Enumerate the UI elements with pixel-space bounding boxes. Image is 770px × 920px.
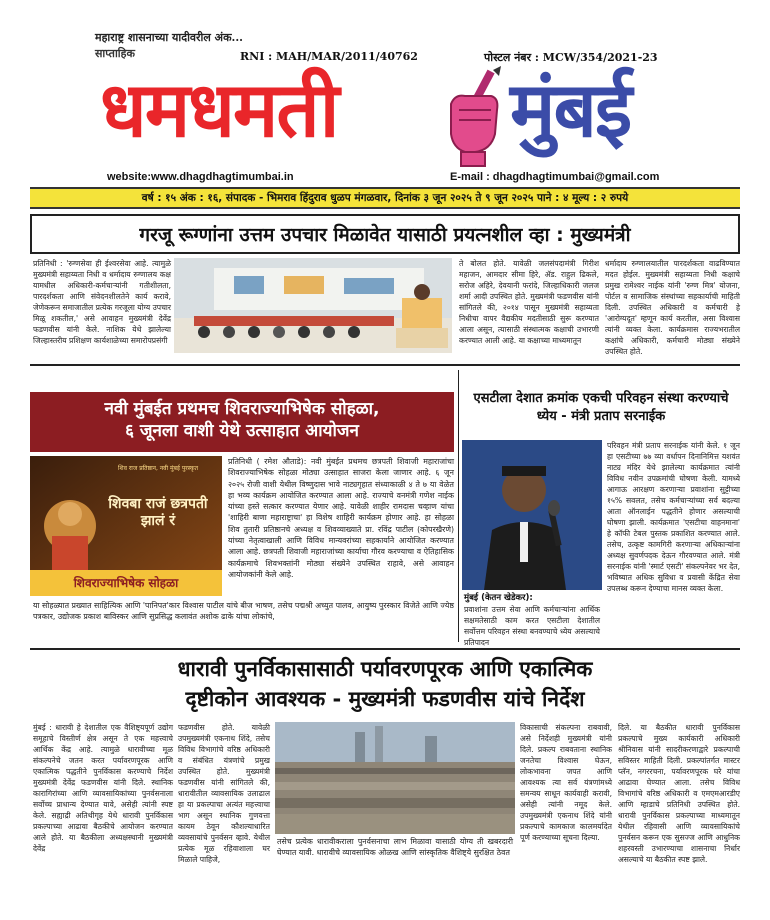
story1-photo [174, 258, 452, 353]
story4-column-4 [618, 722, 740, 897]
masthead-logo [100, 64, 680, 164]
story4-column-2 [178, 722, 270, 897]
rni-number: RNI : MAH/MAR/2011/40762 [240, 50, 418, 63]
story4-column-1 [33, 722, 173, 897]
story2-body-bottom [33, 600, 454, 640]
story3-headline[interactable]: एसटीला देशात क्रमांक एकची परिवहन संस्था करण्याचे ध्येय - मंत्री प्रताप सरनाईक [473, 391, 729, 425]
logo-right-text: मुंबई [510, 65, 631, 154]
story1-column-2 [459, 258, 599, 363]
story4-photo-caption-text: तसेच प्रत्येक धारावीकराला पुनर्वसनाचा लाभ मिळावा यासाठी योग्य ती खबरदारी घेण्यात यावी. धारावीचे व्यावसायिक ओळख आणि सांस्कृतिक वैशिष्ट्ये सुरक्षित ठेवत [277, 837, 513, 858]
email-link[interactable]: E-mail : dhagdhagtimumbai@gmail.com [450, 171, 660, 183]
story3-photo [462, 440, 602, 590]
minister-speaking-image [462, 440, 602, 590]
postal-number: पोस्टल नंबर : MCW/354/2021-23 [484, 51, 658, 64]
story4-col1-text: मुंबई : धारावी हे देशातील एक वैशिष्ट्यपूर्ण उद्योग समूहाचे विस्तीर्ण क्षेत्र असून ते एक महत्त्वाचे आर्थिक केंद्र आहे. त्यामुळे धारावीच्या मूळ संकल्पनेचे जतन करत पर्यावरणपूरक आणि एकात्मिक पद्धतीने पुनर्विकास करण्याचे निर्देश मुख्यमंत्री देवेंद्र फडणवीस यांनी दिले. स्थानिक कारागिरांच्या आणि व्यावसायिकांच्या पुनर्वसनाला सर्वोच्च प्राधान्य देण्यात यावे, असेही त्यांनी स्पष्ट केले. सह्याद्री अतिथीगृह येथे धारावी पुनर्विकास प्रकल्पाच्या आढावा बैठकीचे आयोजन करण्यात आले होते. या बैठकीला अध्यक्षस्थानी मुख्यमंत्री देवेंद्र [33, 723, 173, 853]
fist-pen-icon [435, 64, 515, 168]
story3-caption [464, 592, 600, 603]
story4-col2-text: फडणवीस होते. यावेळी उपमुख्यमंत्री एकनाथ शिंदे, तसेच विविध विभागांचे वरिष्ठ अधिकारी व संबंधित यंत्रणांचे प्रमुख उपस्थित होते. मुख्यमंत्री फडणवीस यांनी सांगितले की, धारावीतील व्यावसायिक उलाढाल हा या प्रकल्पाचा अत्यंत महत्त्वाचा भाग असून स्थानिक गुणवत्ता कायम ठेवून कौशल्याधारित व्यवसायांचे पुनर्वसन व्हावे. येथील प्रत्येक मूळ रहिवाशाला घर मिळाले पाहिजे, [178, 723, 270, 864]
vertical-divider [458, 370, 459, 642]
poster-title: शिवबा राजं छत्रपती झालं रं [108, 496, 208, 529]
poster-banner-text: शिवराज्याभिषेक सोहळा [73, 576, 179, 590]
story1-headline[interactable]: गरजू रूग्णांना उत्तम उपचार मिळावेत यासाठी प्रयत्नशील व्हा : मुख्यमंत्री [139, 224, 631, 246]
story2-headline-line1[interactable]: नवी मुंबईत प्रथमच शिवराज्याभिषेक सोहळा, [104, 399, 380, 419]
issue-info-bar [30, 187, 740, 209]
divider-2 [30, 648, 740, 650]
story3-body-text: परिवहन मंत्री प्रताप सरनाईक यांनी केले. १ जून हा एसटीच्या ७७ व्या वर्धापन दिनानिमित्त यशवंत नाट्य मंदिर येथे झालेल्या कार्यक्रमात त्यांनी विविध नवीन उपक्रमांची घोषणा केली. यामध्ये आगाऊ आरक्षण करणाऱ्या प्रवाशांना सुट्टीच्या १५% सवलत, तसेच कर्मचाऱ्यांच्या सर्व बदल्या आता ऑनलाईन पद्धतीने होणार असल्याची घोषणा झाली. कार्यक्रमात 'एसटीचा वाहनमाना' हे कॉफी टेबल पुस्तक प्रकाशित करण्यात आले. तसेच, उत्कृष्ट कामगिरी करणाऱ्या अधिकाऱ्यांना अध्यक्ष सुवर्णपदक देऊन गौरवण्यात आले. मंत्री सरनाईक यांनी 'स्मार्ट एसटी' संकल्पनेवर भर देत, भविष्यात अधिक सुविधा व प्रवासी केंद्रित सेवा उपलब्ध करून देण्याचा मानस व्यक्त केला. [607, 441, 740, 593]
story4-column-3 [520, 722, 612, 897]
story1-col2-text: ते बोलत होते. यावेळी जलसंपदामंत्री गिरीश महाजन, आमदार सीमा हिरे, ॲड. राहुल ढिकले, सरोज अहिरे, देवयानी फरांदे, जिल्हाधिकारी जलज शर्मा आदी उपस्थित होते. मुख्यमंत्री फडणवीस यांनी सांगितले की, २०१४ पासून मुख्यमंत्री सहाय्यता निधीचा वापर वैद्यकीय मदतीसाठी सुरू करण्यात आला असून, त्यासाठी संस्थात्मक कक्षाची उभारणी करण्यात आली आहे. या कक्षाच्या माध्यमातून [459, 259, 599, 345]
frequency-label: साप्ताहिक [95, 47, 135, 60]
story1-column-3 [605, 258, 740, 363]
story4-headline-line1[interactable]: धारावी पुनर्विकासासाठी पर्यावरणपूरक आणि एकात्मिक [177, 657, 593, 681]
logo-left-text: धमधमती [100, 65, 338, 154]
tagline: महाराष्ट्र शासनाच्या यादीवरील अंक... [95, 31, 244, 44]
story4-headline-line2[interactable]: दृष्टीकोन आवश्यक - मुख्यमंत्री फडणवीस यांचे निर्देश [185, 687, 585, 712]
story3-caption-text: प्रवाशांना उत्तम सेवा आणि कर्मचाऱ्यांना आर्थिक सक्षमतेसाठी काम करत एसटीला देशातील सर्वोत्तम परिवहन संस्था बनवण्याचे ध्येय असल्याचे प्रतिपादन [464, 605, 600, 647]
divider-1 [30, 364, 740, 366]
story1-col3-text: धर्मादाय रुग्णालयातील पारदर्शकता वाढविण्यात मदत होईल. मुख्यमंत्री सहाय्यता निधी कक्षाचे प्रमुख रामेश्वर नाईक यांनी 'रुग्ण मित्र' योजना, पोर्टल व सामाजिक संस्थांच्या सहकार्याची माहिती दिली. उपस्थित अधिकारी व कर्मचारी हे 'आरोग्यदूत' म्हणून कार्य करतील, असा विश्वास त्यांनी व्यक्त केला. कार्यक्रमास राज्यभरातील कक्षांचे अधिकारी, कर्मचारी मोठ्या संख्येने उपस्थित होते. [605, 259, 740, 356]
story3-caption-body [464, 604, 600, 647]
story4-photo [275, 722, 515, 834]
story2-headline-line2[interactable]: ६ जूनला वाशी येथे उत्साहात आयोजन [125, 421, 359, 442]
story4-photo-caption [277, 836, 513, 898]
story2-poster [30, 456, 222, 596]
story2-body-bottom-text: या सोहळ्यात प्रख्यात साहित्यिक आणि 'पानिपत'कार विश्वास पाटील यांचे बीज भाषण, तसेच पद्मश्री अच्युत पालव, आयुष्य पुरस्कार विजेते आणि ज्येष्ठ पत्रकार, उद्योजक प्रकाश बाविस्कर आणि सुप्रसिद्ध कलावंत अशोक ढाके यांचा लोकांचे, [33, 601, 454, 622]
story2-body-right [228, 456, 454, 596]
story1-col1-text: प्रतिनिधी : 'रुग्णसेवा ही ईश्वरसेवा आहे. त्यामुळे मुख्यमंत्री सहाय्यता निधी व धर्मादाय रुग्णालय कक्ष यामधील अधिकारी-कर्मचाऱ्यांनी गतीशीलता, पारदर्शकता आणि संवेदनशीलतेने कार्य करावे, जेणेकरून समाजातील प्रत्येक गरजूला योग्य उपचार मिळू शकतील,' असे आवाहन मुख्यमंत्री देवेंद्र फडणवीस यांनी केले. नाशिक येथे झालेल्या जिल्हास्तरीय प्रशिक्षण कार्यशाळेच्या समारोपप्रसंगी [33, 259, 171, 345]
story3-caption-label: मुंबई (केतन खेडेकर): [464, 593, 533, 603]
story2-body-right-text: प्रतिनिधी ( रमेश औताडे): नवी मुंबईत प्रथमच छत्रपती शिवाजी महाराजांचा शिवराज्याभिषेक सोहळा मोठ्या उत्साहात साजरा केला जाणार आहे. ६ जून २०२५ रोजी वाशी येथील विष्णुदास भावे नाट्यगृहात संध्याकाळी ४ ते ७ या वेळेत हा भव्य कार्यक्रम आयोजित करण्यात आला आहे. राज्याचे वनमंत्री गणेश नाईक यांच्या हस्ते सत्कार करण्यात येणार आहे. यावेळी शाहीर रामदास चव्हाण यांचा 'शाहिरी बाणा महाराष्ट्राचा' हा विशेष शाहिरी कार्यक्रम होणार आहे. हा सोहळा शिव तुतारी प्रतिष्ठानचे अध्यक्ष व शिवव्याख्याते प्रा. रविंद्र पाटील (कोपरखैरणे) यांच्या नेतृत्वाखाली आणि विविध मान्यवरांच्या सहकार्याने आयोजित करण्यात आला आहे. छत्रपती शिवाजी महाराजांच्या कार्याचा गौरव करण्याचा व ऐतिहासिक कार्यक्रमाचे शिवभक्तांनी मोठ्या संख्येने उपस्थित राहावे, असे आवाहन आयोजकांनी केले आहे. [228, 457, 454, 579]
dharavi-aerial-image [275, 722, 515, 834]
story1-headline-box [30, 214, 740, 254]
story4-headline [30, 654, 740, 718]
website-link[interactable]: website:www.dhagdhagtimumbai.in [107, 171, 294, 183]
poster-top-text: शिव राज प्रतिष्ठान, नवी मुंबई पुरस्कृत [117, 465, 199, 472]
story4-col3-text: विकासाची संकल्पना राबवावी, असे निर्देशही मुख्यमंत्री यांनी दिले. प्रकल्प राबवताना स्थानिक जनतेचा विश्वास घेऊन, लोकभावना जपत आणि आवश्यक त्या सर्व यंत्रणांमध्ये समन्वय साधून कार्यवाही करावी, असेही त्यांनी नमूद केले. उपमुख्यमंत्री एकनाथ शिंदे यांनी प्रकल्पाचे कामकाज कालमर्यादेत पूर्ण करण्याच्या सूचना दिल्या. [520, 723, 612, 842]
story2-headline-box [30, 392, 454, 452]
story1-column-1 [33, 258, 171, 363]
story4-col4-text: दिले. या बैठकीत धारावी पुनर्विकास प्रकल्पाचे मुख्य कार्यकारी अधिकारी श्रीनिवास यांनी सादरीकरणाद्वारे प्रकल्पाची सविस्तर माहिती दिली. प्रकल्पांतर्गत मास्टर प्लॅन, नगररचना, पर्यावरणपूरक घरे यांचा आढावा घेण्यात आला. तसेच विविध विभागांचे वरिष्ठ अधिकारी व एमएमआरडीए आणि म्हाडाचे प्रतिनिधी उपस्थित होते. धारावी पुनर्विकास प्रकल्पाच्या माध्यमातून येथील रहिवासी आणि व्यावसायिकांचे पुनर्वसन करून एक सुसज्ज आणि आधुनिक शहरवस्ती उभारण्याचा शासनाचा निर्धार असल्याचे या बैठकीत स्पष्ट झाले. [618, 723, 740, 864]
issue-info-text: वर्ष : १५ अंक : १६, संपादक - भिमराव हिंदुराव धुळप मंगळवार, दिनांक ३ जून २०२५ ते ९ जून २०२५ पाने : ४ मूल्य : २ रुपये [141, 192, 629, 204]
conference-stage-image [174, 258, 452, 353]
story3-body [607, 440, 740, 642]
